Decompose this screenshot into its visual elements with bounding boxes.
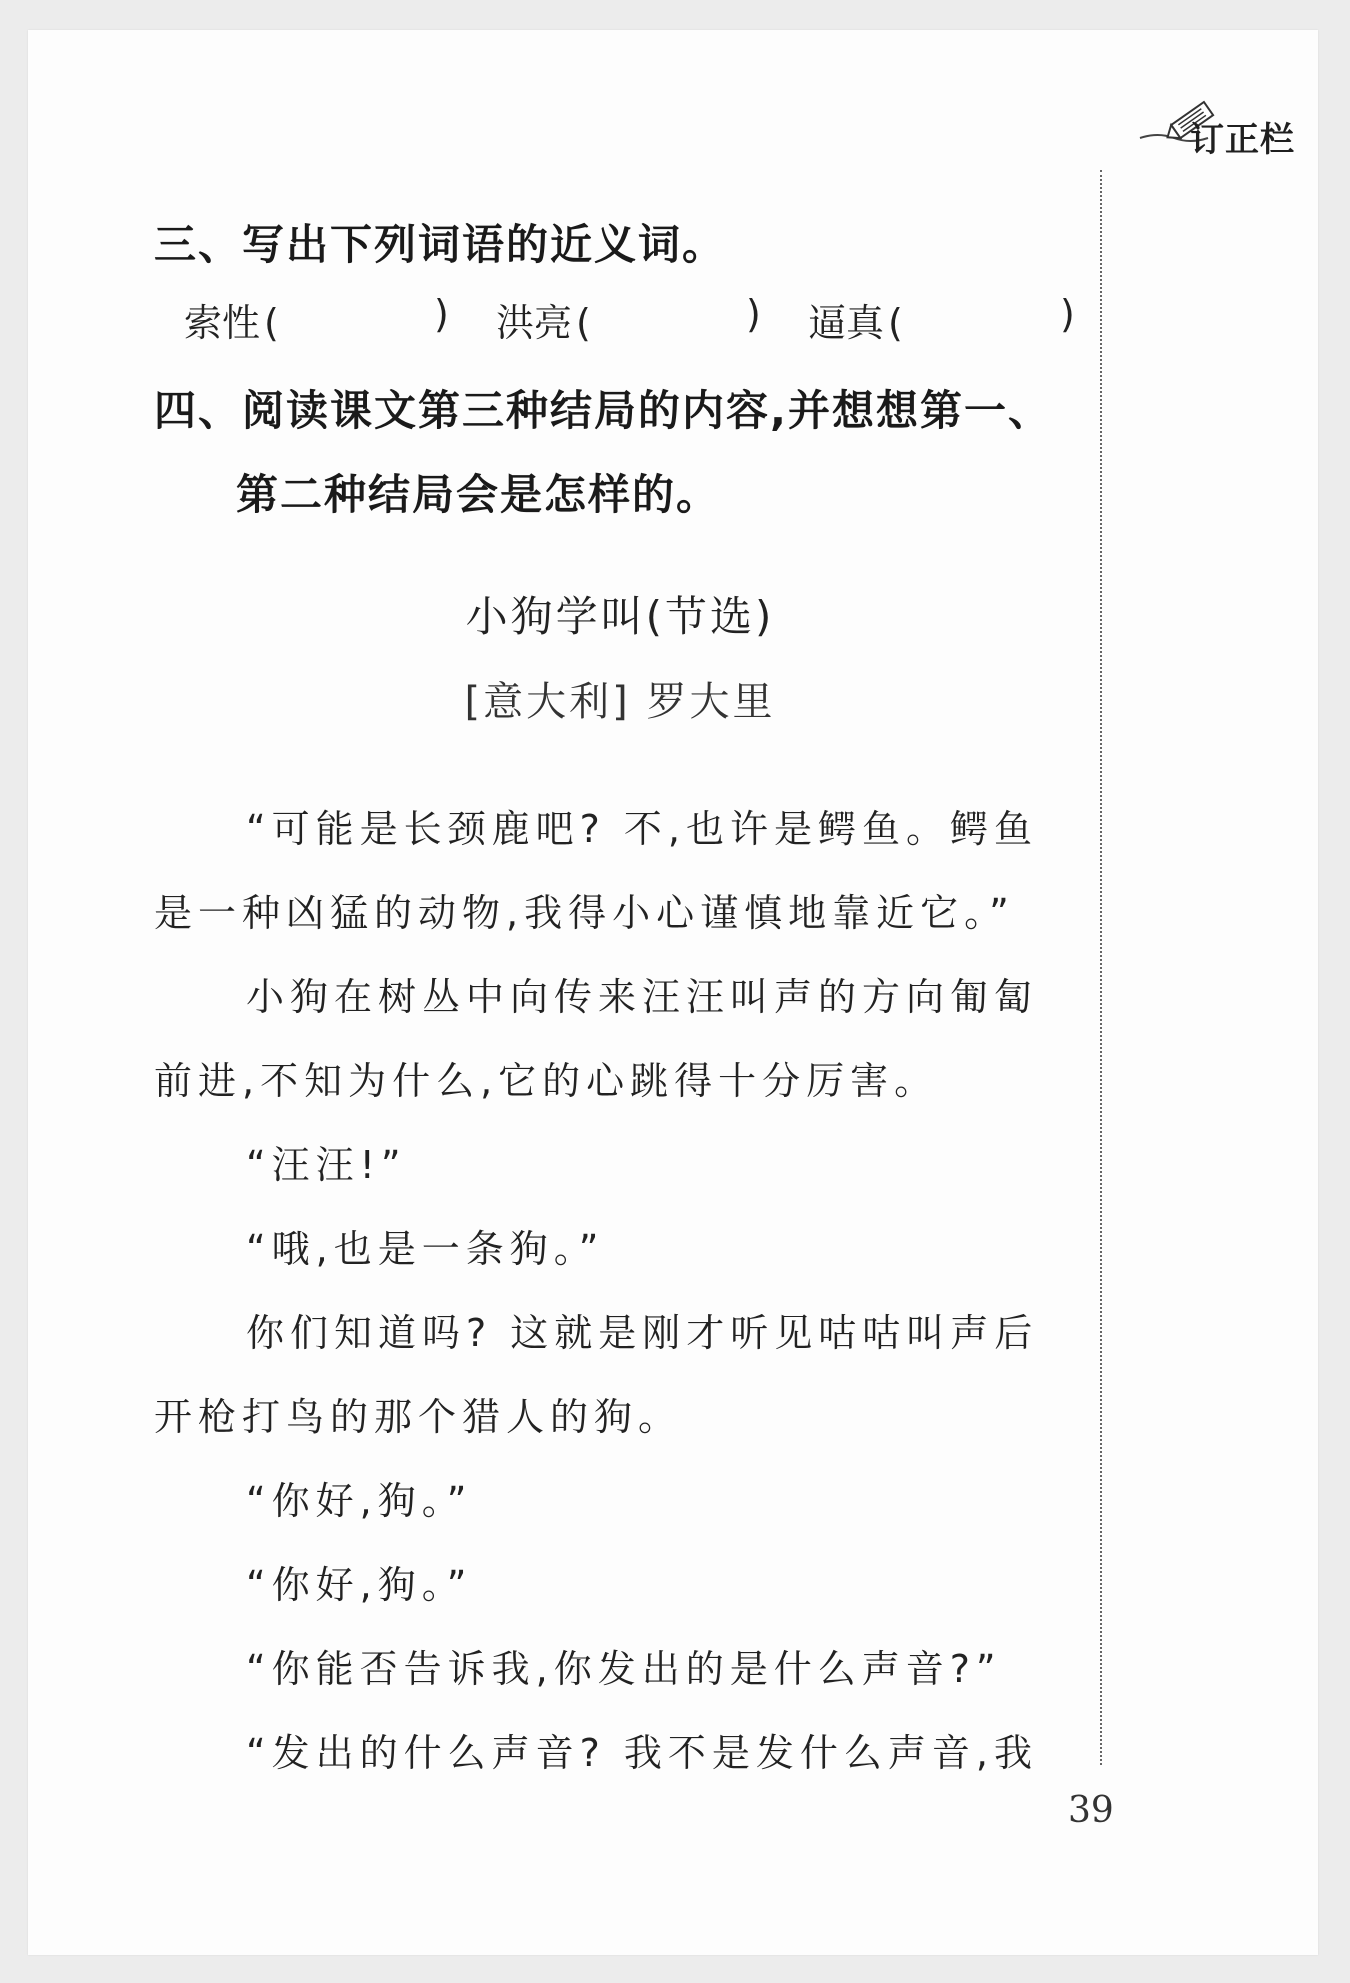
- answer-blank-open[interactable]: (: [888, 301, 903, 345]
- answer-blank-close: ): [434, 292, 449, 336]
- section-4-heading-line1: 四、阅读课文第三种结局的内容,并想想第一、: [154, 386, 1052, 435]
- synonym-item: [808, 292, 903, 347]
- correction-column-divider: [1100, 170, 1102, 1765]
- passage-line: “你能否告诉我,你发出的是什么声音?”: [246, 1647, 1002, 1691]
- answer-blank-close: ): [746, 292, 761, 336]
- synonym-item: [184, 292, 279, 347]
- correction-column-label: [1108, 86, 1318, 160]
- answer-blank-close: ): [1060, 292, 1075, 336]
- synonym-word: 洪亮: [496, 301, 573, 345]
- passage-line: “哦,也是一条狗。”: [246, 1227, 605, 1271]
- answer-blank-open[interactable]: (: [264, 301, 279, 345]
- answer-blank-open[interactable]: (: [576, 301, 591, 345]
- passage-line: 是一种凶猛的动物,我得小心谨慎地靠近它。”: [154, 891, 1015, 935]
- synonym-row: [184, 292, 1084, 352]
- correction-column-text: 订正栏: [1190, 120, 1295, 160]
- synonym-item: [496, 292, 591, 347]
- passage-line: “可能是长颈鹿吧? 不,也许是鳄鱼。鳄鱼: [246, 807, 1039, 851]
- passage-title: 小狗学叫(节选): [465, 592, 775, 641]
- passage-author: [意大利] 罗大里: [464, 679, 776, 725]
- section-3-heading: 三、写出下列词语的近义词。: [154, 220, 727, 269]
- passage-line: 开枪打鸟的那个猎人的狗。: [154, 1395, 683, 1439]
- synonym-word: 索性: [184, 301, 261, 345]
- page-number: 39: [1068, 1790, 1114, 1831]
- passage-line: “汪汪!”: [246, 1143, 407, 1187]
- passage-line: 你们知道吗? 这就是刚才听见咕咕叫声后: [246, 1311, 1039, 1355]
- passage-line: 前进,不知为什么,它的心跳得十分厉害。: [154, 1059, 939, 1103]
- section-4-heading-line2: 第二种结局会是怎样的。: [236, 470, 721, 519]
- passage-line: “你好,狗。”: [246, 1479, 473, 1523]
- passage-line: 小狗在树丛中向传来汪汪叫声的方向匍匐: [246, 975, 1039, 1019]
- synonym-word: 逼真: [808, 301, 885, 345]
- passage-line: “发出的什么声音? 我不是发什么声音,我: [246, 1731, 1039, 1775]
- passage-line: “你好,狗。”: [246, 1563, 473, 1607]
